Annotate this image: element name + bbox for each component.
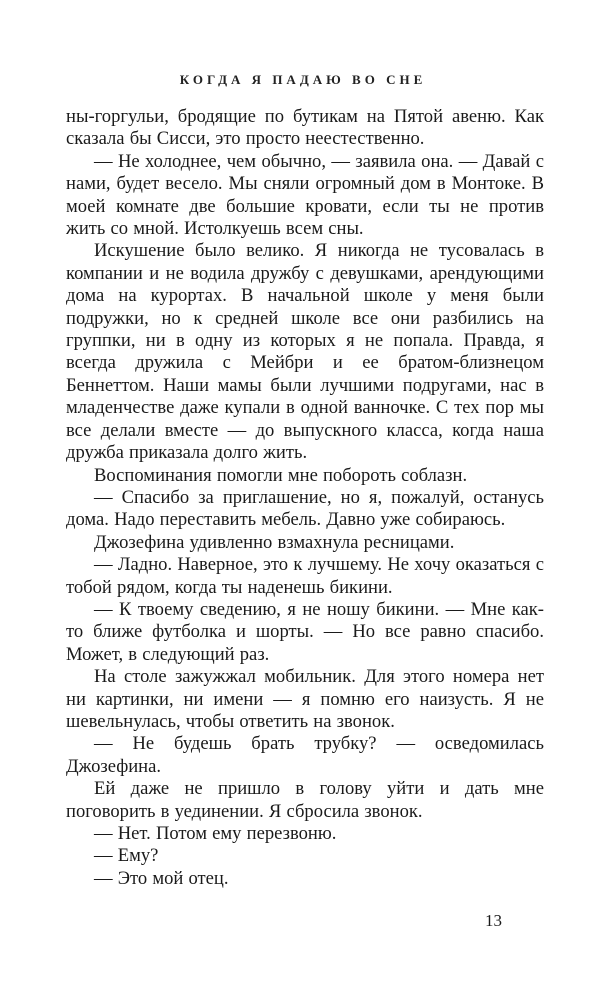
- running-header: КОГДА Я ПАДАЮ ВО СНЕ: [179, 72, 427, 87]
- page-number: 13: [485, 911, 502, 930]
- text-block: [66, 106, 544, 890]
- paragraph: — Нет. Потом ему перезвоню.: [94, 823, 337, 844]
- paragraph: Искушение было велико. Я никогда не тусовалась в компании и не водила дружбу с девушками, арендующими дома на курортах. В начальной школе у меня были подружки, но к средней школе все они разбились на группки, ни в одну из которых я не попала. Правда, я всегда дружила с Мейбри и ее братом-близнецом Беннеттом. Наши мамы были лучшими подругами, нас в младенчестве даже купали в одной ванночке. С тех пор мы все делали вместе — до выпускного класса, когда наша дружба приказала долго жить.: [66, 240, 544, 464]
- paragraph: — Ему?: [94, 845, 159, 867]
- paragraph: — Спасибо за приглашение, но я, пожалуй, останусь дома. Надо переставить мебель. Давно уже собираюсь.: [66, 486, 544, 531]
- paragraph: ны-горгульи, бродящие по бутикам на Пятой авеню. Как сказала бы Сисси, это просто неестественно.: [66, 106, 544, 150]
- paragraph: На столе зажужжал мобильник. Для этого номера нет ни картинки, ни имени — я помню его наизусть. Я не шевельнулась, чтобы ответить на звонок.: [66, 666, 544, 732]
- paragraph: Ей даже не пришло в голову уйти и дать мне поговорить в уединении. Я сбросила звонок.: [66, 778, 544, 822]
- paragraph: Джозефина удивленно взмахнула ресницами.: [94, 531, 455, 553]
- paragraph: — Это мой отец.: [94, 867, 229, 889]
- paragraph: — К твоему сведению, я не ношу бикини. — Мне как-то ближе футболка и шорты. — Но все равно спасибо. Может, в следующий раз.: [66, 598, 544, 665]
- paragraph: Воспоминания помогли мне побороть соблазн.: [94, 464, 468, 486]
- paragraph: — Ладно. Наверное, это к лучшему. Не хочу оказаться с тобой рядом, когда ты наденешь бикини.: [66, 554, 544, 598]
- paragraph: — Не будешь брать трубку? — осведомилась Джозефина.: [66, 733, 544, 777]
- paragraph: — Не холоднее, чем обычно, — заявила она. — Давай с нами, будет весело. Мы сняли огромный дом в Монтоке. В моей комнате две большие кровати, если ты не против жить со мной. Истолкуешь всем сны.: [66, 150, 544, 240]
